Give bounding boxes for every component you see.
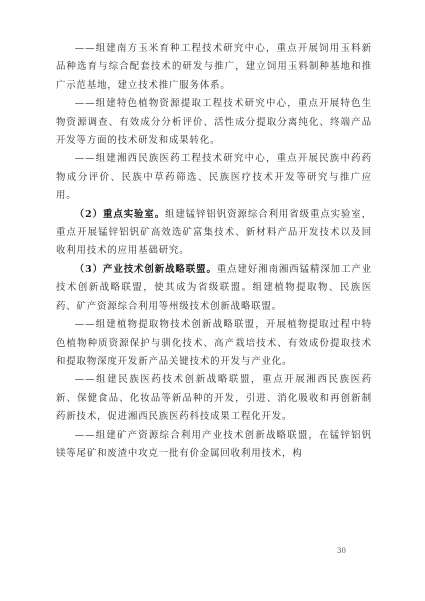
paragraph-text: ——组建矿产资源综合利用产业技术创新战略联盟，在锰锌铝钒镁等尾矿和废渣中攻克一批有价金属回收利用技术，构	[56, 429, 372, 459]
paragraph-text: 组建锰锌铝钒资源综合利用省级重点实验室，重点开展锰锌铝钒矿高效选矿富集技术、新材料产品开发技术以及回收利用技术的应用基础研究。	[56, 208, 372, 257]
paragraph-ethnic-medicine-alliance	[56, 371, 372, 426]
page-number: 30	[337, 547, 346, 555]
paragraph-key-laboratory	[56, 206, 372, 261]
paragraph-mineral-resources-alliance	[56, 427, 372, 464]
paragraph-text: ——组建南方玉米育种工程技术研究中心，重点开展饲用玉料新品种选育与综合配套技术的研发与推广，建立饲用玉料制种基地和推广示范基地，建立技术推广服务体系。	[56, 43, 372, 91]
paragraph-text: ——组建植物提取物技术创新战略联盟，开展植物提取过程中特色植物种质资源保护与驯化技术、高产栽培技术、有效成份提取技术和提取物深度开发新产品关键技术的开发与产业化。	[56, 319, 372, 367]
paragraph-corn-breeding-center	[56, 40, 372, 95]
paragraph-text: 重点建好湘南湘西锰精深加工产业技术创新战略联盟，使其成为省级联盟。组建植物提取物、民族医药、矿产资源综合利用等州级技术创新战略联盟。	[56, 263, 372, 312]
paragraph-plant-extraction-center	[56, 95, 372, 150]
paragraph-innovation-alliance	[56, 261, 372, 316]
paragraph-text: ——组建民族医药技术创新战略联盟，重点开展湘西民族医药新、保健食品、化妆品等新品种的开发，引进、消化吸收和再创新制药新技术，促进湘西民族医药科技成果工程化开发。	[56, 374, 372, 423]
paragraph-text: ——组建特色植物资源提取工程技术研究中心，重点开展特色生物资源调查、有效成分分析评价、活性成分提取分离纯化、终端产品开发等方面的技术研发和成果转化。	[56, 98, 372, 147]
paragraph-text: ——组建湘西民族医药工程技术研究中心，重点开展民族中药药物成分评价、民族中草药筛选、民族医疗技术开发等研究与推广应用。	[56, 153, 372, 202]
paragraph-heading-key-laboratory: （2）重点实验室。	[74, 208, 166, 220]
paragraph-ethnic-medicine-center	[56, 150, 372, 205]
paragraph-heading-innovation-alliance: （3）产业技术创新战略联盟。	[74, 263, 217, 275]
body-text	[56, 40, 372, 463]
paragraph-plant-extract-alliance	[56, 316, 372, 371]
